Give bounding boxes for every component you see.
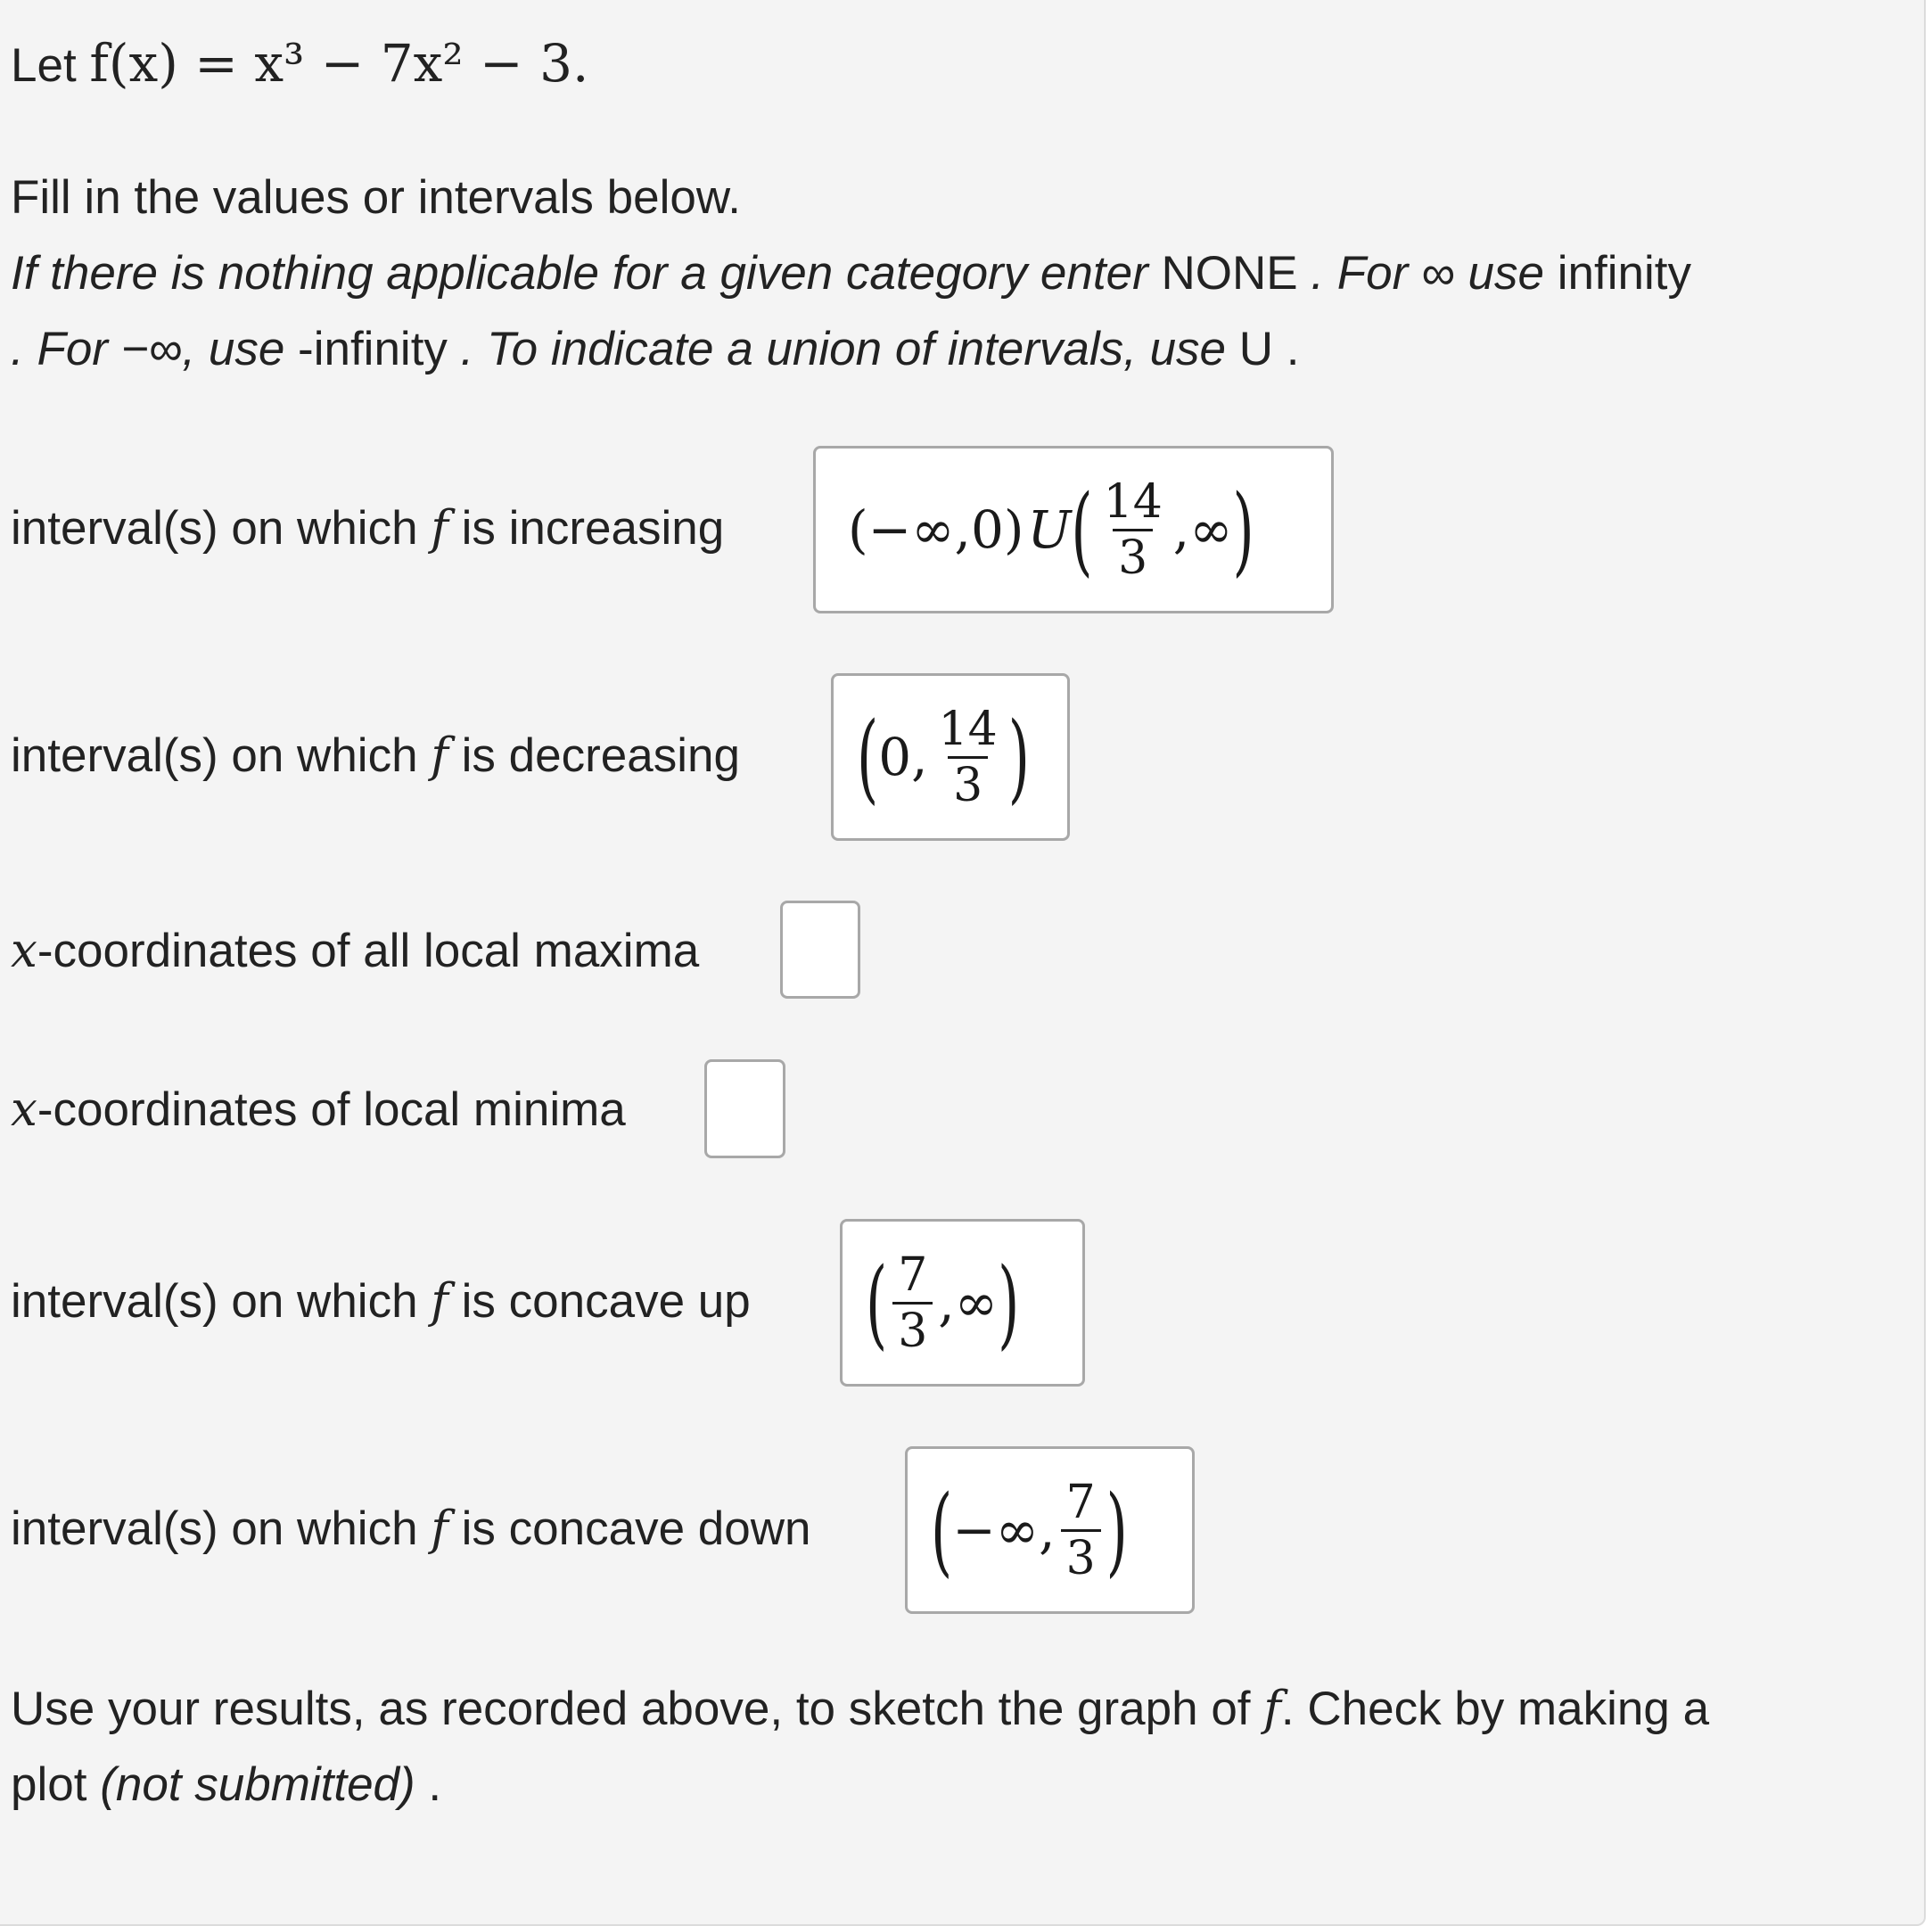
local-minima-answer-field[interactable] [704,1059,785,1158]
problem-statement [11,33,589,94]
local-maxima-label: x-coordinates of all local maxima [11,924,700,978]
increasing-fraction: $\frac{14}{3}$ [1103,474,1163,585]
instructions-line-2: If there is nothing applicable for a given category enter NONE . For ∞ use infinity [11,247,1691,300]
none-keyword: NONE [1161,247,1298,300]
let-prefix: Let [11,39,77,92]
infinity-keyword: infinity [1557,247,1691,300]
concave-down-fraction: $\frac{7}{3}$ [1061,1479,1101,1582]
increasing-union: U [1027,499,1072,560]
footer-line-1: Use your results, as recorded above, to sketch the graph of f. Check by making a [11,1682,1710,1736]
local-maxima-answer-field[interactable] [780,901,860,999]
instructions-line-1: Fill in the values or intervals below. [11,171,741,224]
decreasing-label: interval(s) on which f is decreasing [11,728,740,783]
concave-up-answer-field[interactable]: ( $\frac{7}{3}$ ,∞ ) [840,1219,1085,1387]
concave-up-fraction: $\frac{7}{3}$ [892,1252,933,1354]
concave-up-label: interval(s) on which f is concave up [11,1274,751,1329]
increasing-label: interval(s) on which f is increasing [11,501,725,556]
function-definition: f(x) = x³ − 7x² − 3. [89,33,589,94]
instructions-line-3: . For −∞, use -infinity . To indicate a union of intervals, use U . [11,323,1300,375]
increasing-part1: (−∞,0) [848,499,1024,560]
decreasing-answer-field[interactable]: ( 0, $\frac{14}{3}$ ) [831,673,1070,841]
decreasing-fraction: $\frac{14}{3}$ [938,702,998,812]
local-minima-label: x-coordinates of local minima [11,1082,626,1137]
footer-line-2: plot (not submitted) . [11,1758,442,1811]
neg-infinity-keyword: -infinity [298,323,448,375]
increasing-answer-field[interactable]: (−∞,0) U ( $\frac{14}{3}$ ,∞ ) [813,446,1334,613]
concave-down-label: interval(s) on which f is concave down [11,1502,811,1556]
union-keyword: U [1238,323,1274,375]
concave-down-answer-field[interactable]: ( −∞, $\frac{7}{3}$ ) [905,1446,1195,1614]
